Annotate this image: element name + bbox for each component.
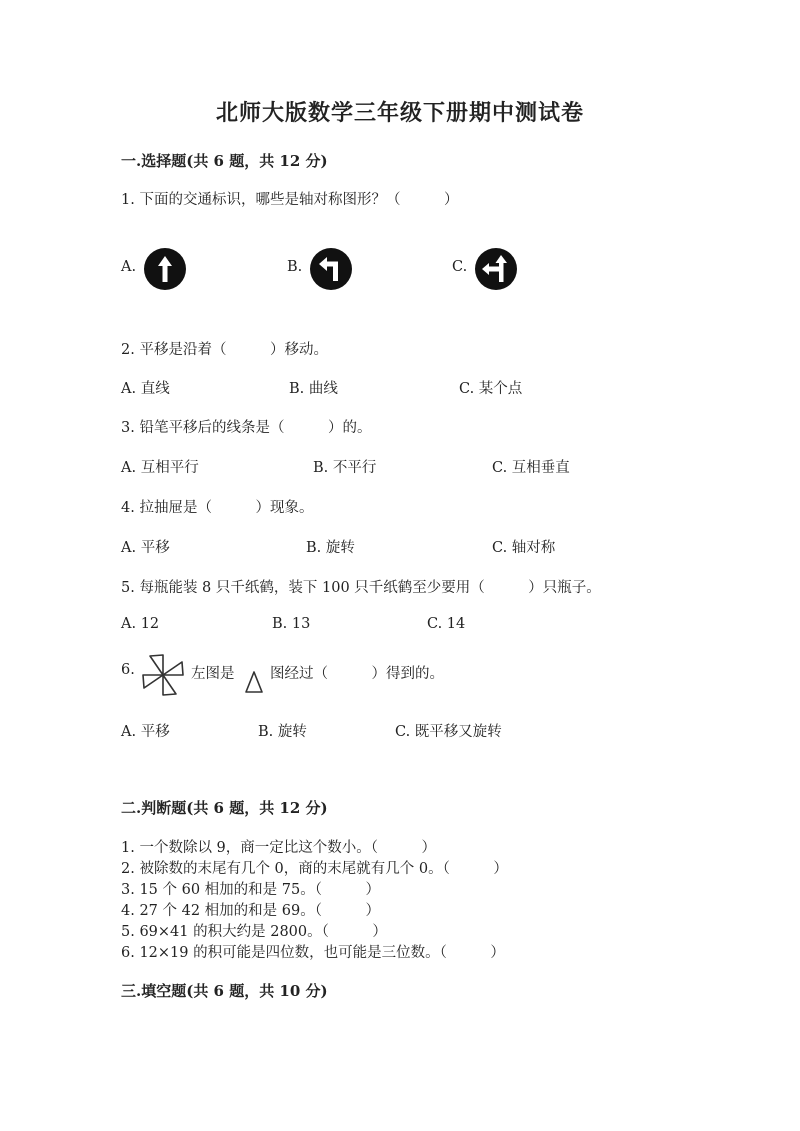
section-heading-choice: 一.选择题(共 6 题，共 12 分): [121, 152, 328, 170]
q2-option-a: A. 直线: [121, 381, 170, 397]
question-3: 3. 铅笔平移后的线条是（ ）的。: [121, 420, 372, 436]
pinwheel-figure-icon: [140, 652, 186, 698]
question-6-middle: 左图是: [191, 666, 235, 682]
tf-item-5: 5. 69×41 的积大约是 2800。（ ）: [121, 924, 387, 940]
q2-option-b: B. 曲线: [289, 381, 338, 397]
question-4: 4. 拉抽屉是（ ）现象。: [121, 500, 314, 516]
q4-option-c: C. 轴对称: [492, 540, 556, 556]
q5-option-c: C. 14: [427, 616, 466, 632]
turn-left-sign-icon: [309, 247, 353, 291]
straight-or-left-sign-icon: [474, 247, 518, 291]
section-heading-true-false: 二.判断题(共 6 题，共 12 分): [121, 799, 328, 817]
q5-option-a: A. 12: [121, 616, 160, 632]
q3-option-c: C. 互相垂直: [492, 460, 570, 476]
q1-option-c: C.: [452, 259, 468, 275]
question-2: 2. 平移是沿着（ ）移动。: [121, 342, 328, 358]
question-6-tail: 图经过（ ）得到的。: [270, 666, 444, 682]
arrow-up-sign-icon: [143, 247, 187, 291]
tf-item-2: 2. 被除数的末尾有几个 0，商的末尾就有几个 0。（ ）: [121, 861, 508, 877]
tf-item-3: 3. 15 个 60 相加的和是 75。（ ）: [121, 882, 380, 898]
triangle-figure-icon: [244, 670, 264, 694]
q4-option-a: A. 平移: [121, 540, 170, 556]
q4-option-b: B. 旋转: [306, 540, 355, 556]
q6-option-b: B. 旋转: [258, 724, 307, 740]
question-5: 5. 每瓶能装 8 只千纸鹤，装下 100 只千纸鹤至少要用（ ）只瓶子。: [121, 580, 601, 596]
question-1: 1. 下面的交通标识，哪些是轴对称图形？（ ）: [121, 192, 459, 208]
section-heading-fill-blank: 三.填空题(共 6 题，共 10 分): [121, 982, 328, 1000]
q3-option-a: A. 互相平行: [121, 460, 199, 476]
q1-option-a: A.: [121, 259, 137, 275]
q1-option-b: B.: [287, 259, 303, 275]
q5-option-b: B. 13: [272, 616, 311, 632]
q6-option-a: A. 平移: [121, 724, 170, 740]
tf-item-1: 1. 一个数除以 9，商一定比这个数小。（ ）: [121, 840, 437, 856]
q6-option-c: C. 既平移又旋转: [395, 724, 502, 740]
page-title: 北师大版数学三年级下册期中测试卷: [215, 100, 584, 126]
q2-option-c: C. 某个点: [459, 381, 523, 397]
tf-item-6: 6. 12×19 的积可能是四位数，也可能是三位数。（ ）: [121, 945, 505, 961]
tf-item-4: 4. 27 个 42 相加的和是 69。（ ）: [121, 903, 380, 919]
q3-option-b: B. 不平行: [313, 460, 377, 476]
question-6-number: 6.: [121, 662, 135, 678]
